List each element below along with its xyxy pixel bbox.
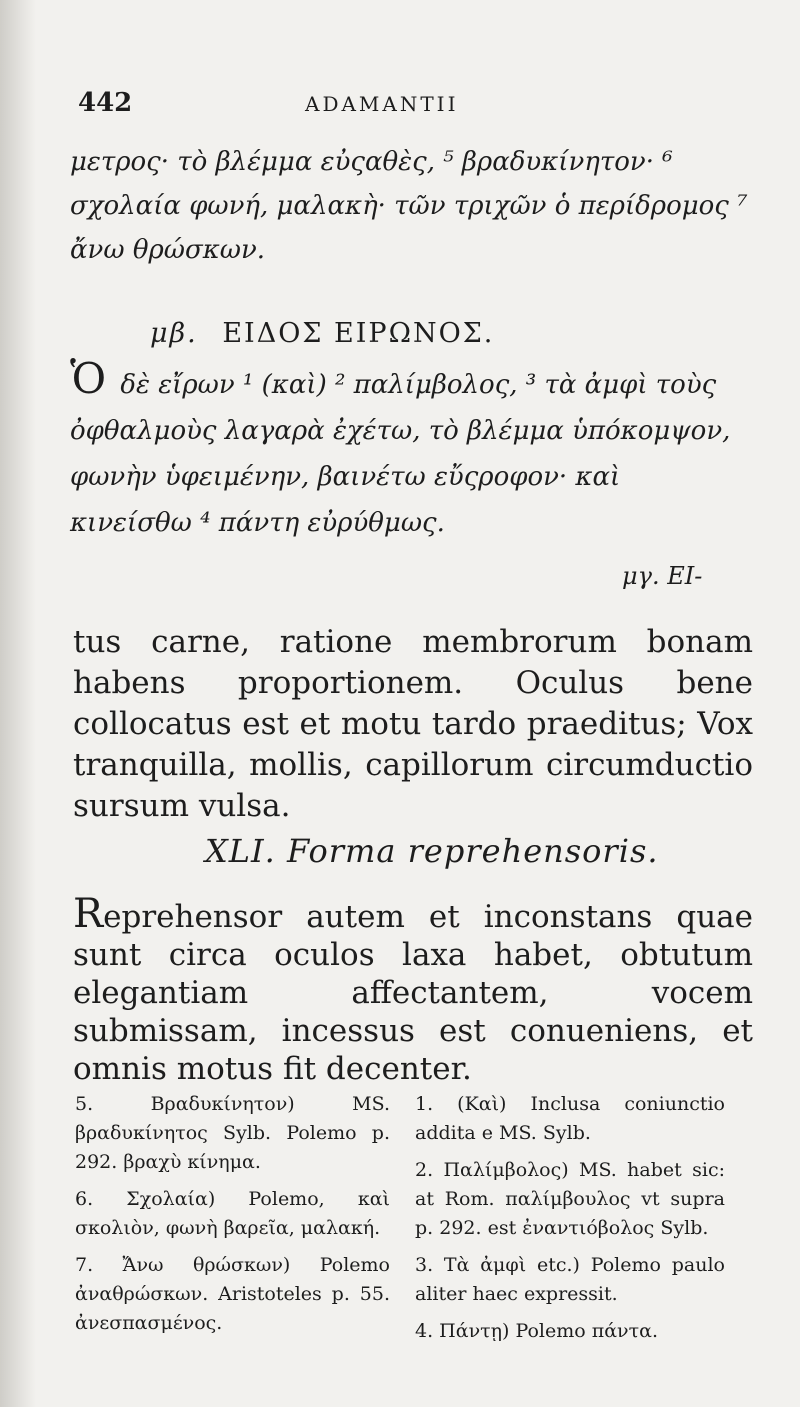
greek-section-number: μβ. xyxy=(150,318,198,349)
footnote: 2. Παλίμβολος) MS. habet sic: at Rom. παλίμβουλος vt supra p. 292. est ἐναντιόβολος Sylb. xyxy=(415,1159,725,1239)
footnote: 3. Τὰ ἀμφὶ etc.) Polemo paulo aliter haec expressit. xyxy=(415,1254,725,1305)
greek-paragraph xyxy=(70,356,750,546)
footnote: 4. Πάντῃ) Polemo πάντα. xyxy=(415,1320,658,1342)
greek-section-title: ΕΙΔΟΣ ΕΙΡΩΝΟΣ. xyxy=(222,318,495,349)
greek-catchword: μγ. ΕΙ- xyxy=(622,562,703,590)
footnotes-left-column xyxy=(75,1090,390,1346)
greek-paragraph-text: δὲ εἴρων ¹ (καὶ) ² παλίμβολος, ³ τὰ ἀμφὶ τοὺς ὀφθαλμοὺς λαγαρὰ ἐχέτω, τὸ βλέμμα ὑπόκομψον, φωνὴν ὑφειμένην, βαινέτω εὔςροφον· καὶ κινείσθω ⁴ πάντη εὐρύθμως. xyxy=(70,370,731,538)
footnotes-right-column xyxy=(415,1090,725,1354)
greek-section-heading xyxy=(150,318,710,349)
latin-paragraph: tus carne, ratione membrorum bonam habens proportionem. Oculus bene collocatus est et motu tardo praeditus; Vox tranquilla, mollis, capillorum circumductio sursum vulsa. xyxy=(73,624,753,824)
greek-initial: Ὁ xyxy=(70,354,107,403)
latin-section-heading: XLI. Forma reprehensoris. xyxy=(205,832,659,870)
greek-text-continuation: μετρος· τὸ βλέμμα εὐςαθὲς, ⁵ βραδυκίνητον· ⁶ σχολαία φωνή, μαλακὴ· τῶν τριχῶν ὁ περίδρομος ⁷ ἄνω θρώσκων. xyxy=(70,147,748,265)
latin-section-body xyxy=(73,891,753,1088)
latin-section-text: eprehensor autem et inconstans quae sunt circa oculos laxa habet, obtutum elegantiam affectantem, vocem submissam, incessus est conueniens, et omnis motus fit decenter. xyxy=(73,899,753,1087)
footnote: 5. Βραδυκίνητον) MS. βραδυκίνητος Sylb. Polemo p. 292. βραχὺ κίνημα. xyxy=(75,1093,390,1173)
footnote: 1. (Καὶ) Inclusa coniunctio addita e MS. Sylb. xyxy=(415,1093,725,1144)
footnote: 6. Σχολαία) Polemo, καὶ σκολιὸν, φωνὴ βαρεῖα, μαλακή. xyxy=(75,1188,390,1239)
running-head: ADAMANTII xyxy=(305,92,459,116)
latin-initial: R xyxy=(73,891,104,937)
page-number: 442 xyxy=(78,88,133,118)
footnote: 7. Ἄνω θρώσκων) Polemo ἀναθρώσκων. Aristoteles p. 55. ἀνεσπασμένος. xyxy=(75,1254,390,1334)
page-header xyxy=(0,88,800,124)
